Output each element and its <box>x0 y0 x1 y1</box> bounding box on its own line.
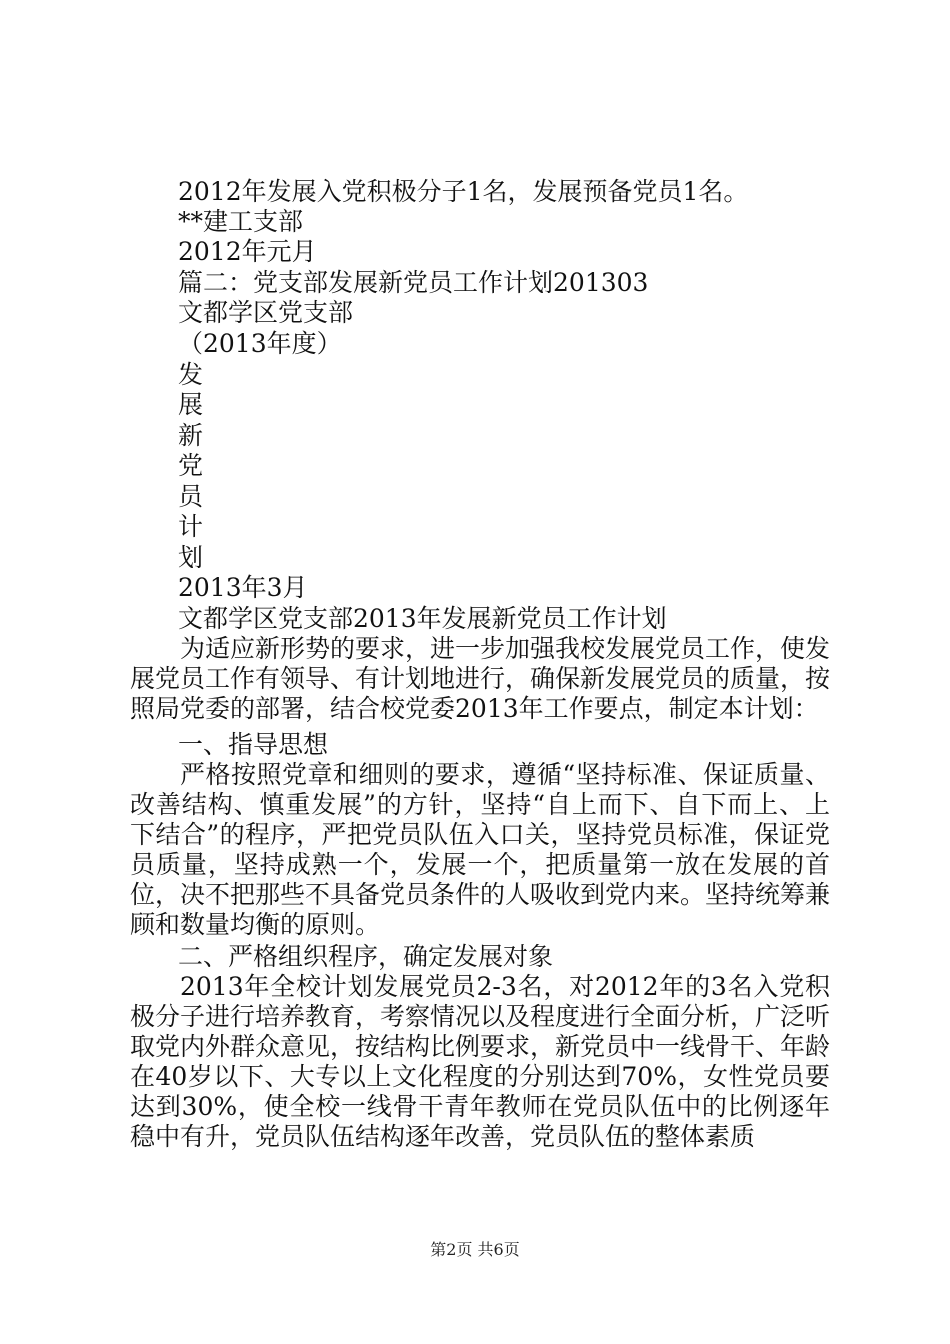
text-line: 展 <box>178 390 204 419</box>
text-line: 篇二：党支部发展新党员工作计划201303 <box>178 268 649 297</box>
text-line: 2012年发展入党积极分子1名，发展预备党员1名。 <box>178 177 749 206</box>
document-title: 文都学区党支部2013年发展新党员工作计划 <box>178 604 667 633</box>
section-heading: 一、指导思想 <box>178 730 329 759</box>
section-paragraph: 严格按照党章和细则的要求，遵循“坚持标准、保证质量、改善结构、慎重发展”的方针，坚持“自上而下、自下而上、上下结合”的程序，严把党员队伍入口关，坚持党员标准，保证党员质量，坚持成熟一个，发展一个，把质量第一放在发展的首位，决不把那些不具备党员条件的人吸收到党内来。坚持统筹兼顾和数量均衡的原则。 <box>130 760 831 939</box>
text-line: 新 <box>178 421 204 450</box>
text-line: （2013年度） <box>178 329 342 358</box>
text-line: 文都学区党支部 <box>178 298 354 327</box>
intro-paragraph: 为适应新形势的要求，进一步加强我校发展党员工作，使发展党员工作有领导、有计划地进行，确保新发展党员的质量，按照局党委的部署，结合校党委2013年工作要点，制定本计划： <box>130 634 831 723</box>
text-line: 计 <box>178 512 204 541</box>
section-heading: 二、严格组织程序，确定发展对象 <box>178 942 554 971</box>
section-paragraph: 2013年全校计划发展党员2-3名，对2012年的3名入党积极分子进行培养教育，考察情况以及程度进行全面分析，广泛听取党内外群众意见，按结构比例要求，新党员中一线骨干、年龄在40岁以下、大专以上文化程度的分别达到70%，女性党员要达到30%，使全校一线骨干青年教师在党员队伍中的比例逐年稳中有升，党员队伍结构逐年改善，党员队伍的整体素质 <box>130 972 831 1151</box>
text-line: 划 <box>178 543 204 572</box>
text-line: 2013年3月 <box>178 573 308 602</box>
text-line: 2012年元月 <box>178 237 317 266</box>
text-line: 党 <box>178 451 204 480</box>
text-line: 员 <box>178 482 204 511</box>
text-line: 发 <box>178 360 204 389</box>
page-number-footer: 第2页 共6页 <box>430 1240 520 1259</box>
text-line: **建工支部 <box>178 207 304 236</box>
